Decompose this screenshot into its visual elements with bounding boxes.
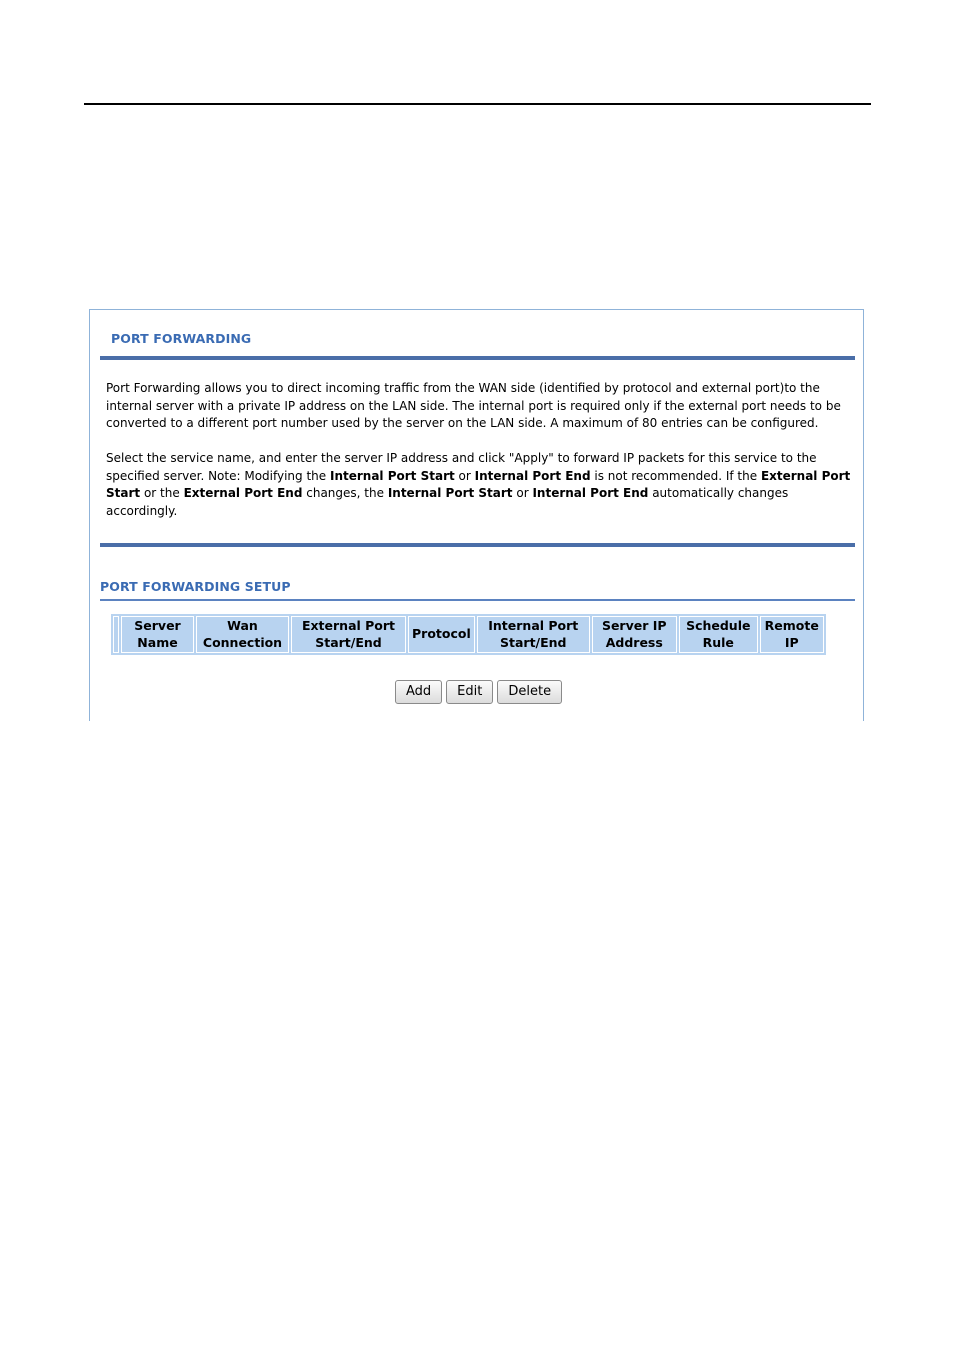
port-forwarding-description: Port Forwarding allows you to direct incoming traffic from the WAN side (identified by protocol and external port)to the internal server with a private IP address on the LAN side. The internal port is required only if the external port needs to be converted to a different port number used by the server on the LAN side. A maximum of 80 entries can be configured. [106,381,841,430]
page-top-rule [84,103,871,105]
note-internal-port-start-2: Internal Port Start [387,486,513,500]
note-internal-port-end-2: Internal Port End [532,486,649,500]
note-text-4: or the [140,486,184,500]
note-text-1: Select the service name, and enter the server IP address and click "Apply" to forward IP packets for this service to the specified server. Note: Modifying the [106,451,817,483]
col-external-port: External Port Start/End [291,616,406,653]
col-server-name: Server Name [121,616,194,653]
col-schedule-rule: Schedule Rule [679,616,758,653]
note-internal-port-start: Internal Port Start [329,468,455,483]
action-buttons [395,680,562,704]
section-divider [100,543,855,547]
add-button[interactable]: Add [395,680,442,704]
port-forwarding-title: PORT FORWARDING [111,331,252,346]
table-header-stub [113,616,119,653]
note-external-port-end: External Port End [183,486,303,500]
port-forwarding-note [106,450,858,520]
edit-button[interactable]: Edit [446,680,493,704]
note-text-5: changes, the [302,486,388,500]
note-text-7: automatically changes accordingly. [106,486,789,518]
col-internal-port: Internal Port Start/End [477,616,590,653]
note-external-port-start: External Port Start [106,468,851,500]
setup-divider [100,599,855,601]
port-forwarding-panel [89,309,864,721]
note-text-3: is not recommended. If the [590,468,761,483]
note-internal-port-end: Internal Port End [474,468,591,483]
delete-button[interactable]: Delete [497,680,562,704]
port-forwarding-table [111,614,826,655]
title-divider [100,356,855,360]
col-wan-connection: Wan Connection [196,616,289,653]
note-text-6: or [512,486,533,500]
col-remote-ip: Remote IP [760,616,824,653]
col-server-ip: Server IP Address [592,616,677,653]
table-header-row [113,616,824,653]
port-forwarding-setup-title: PORT FORWARDING SETUP [100,579,291,594]
note-text-2: or [454,468,475,483]
col-protocol: Protocol [408,616,475,653]
